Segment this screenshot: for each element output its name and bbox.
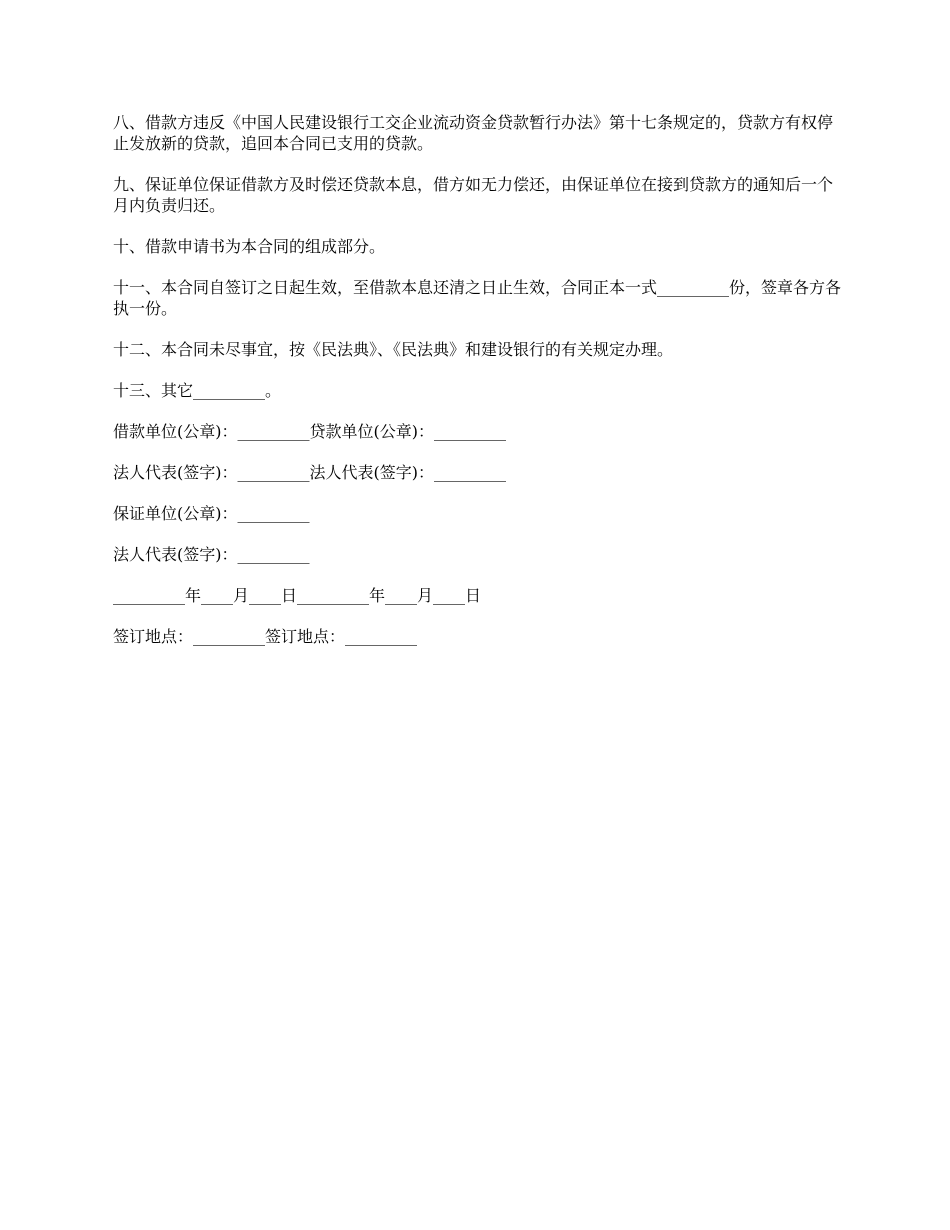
signature-borrower-lender: 借款单位(公章)：_________贷款单位(公章)：_________ (113, 422, 506, 441)
clause-11: 十一、本合同自签订之日起生效，至借款本息还清之日止生效，合同正本一式_________份，签章各方各执一份。 (113, 278, 842, 318)
clause-8: 八、借款方违反《中国人民建设银行工交企业流动资金贷款暂行办法》第十七条规定的，贷款方有权停止发放新的贷款，追回本合同已支用的贷款。 (113, 113, 834, 153)
document-page (113, 112, 843, 667)
signing-locations: 签订地点：_________签订地点：_________ (113, 627, 418, 646)
signature-guarantor-representative: 法人代表(签字)：_________ (113, 545, 310, 564)
clause-13: 十三、其它_________。 (113, 381, 282, 400)
signature-legal-representatives: 法人代表(签字)：_________法人代表(签字)：_________ (113, 463, 506, 482)
clause-10: 十、借款申请书为本合同的组成部分。 (113, 237, 386, 256)
signature-guarantor: 保证单位(公章)：_________ (113, 504, 310, 523)
clause-12: 十二、本合同未尽事宜，按《民法典》、《民法典》和建设银行的有关规定办理。 (113, 340, 674, 359)
clause-9: 九、保证单位保证借款方及时偿还贷款本息，借方如无力偿还，由保证单位在接到贷款方的通知后一个月内负责归还。 (113, 175, 834, 215)
signing-dates: _________年____月____日_________年____月____日 (113, 586, 482, 605)
